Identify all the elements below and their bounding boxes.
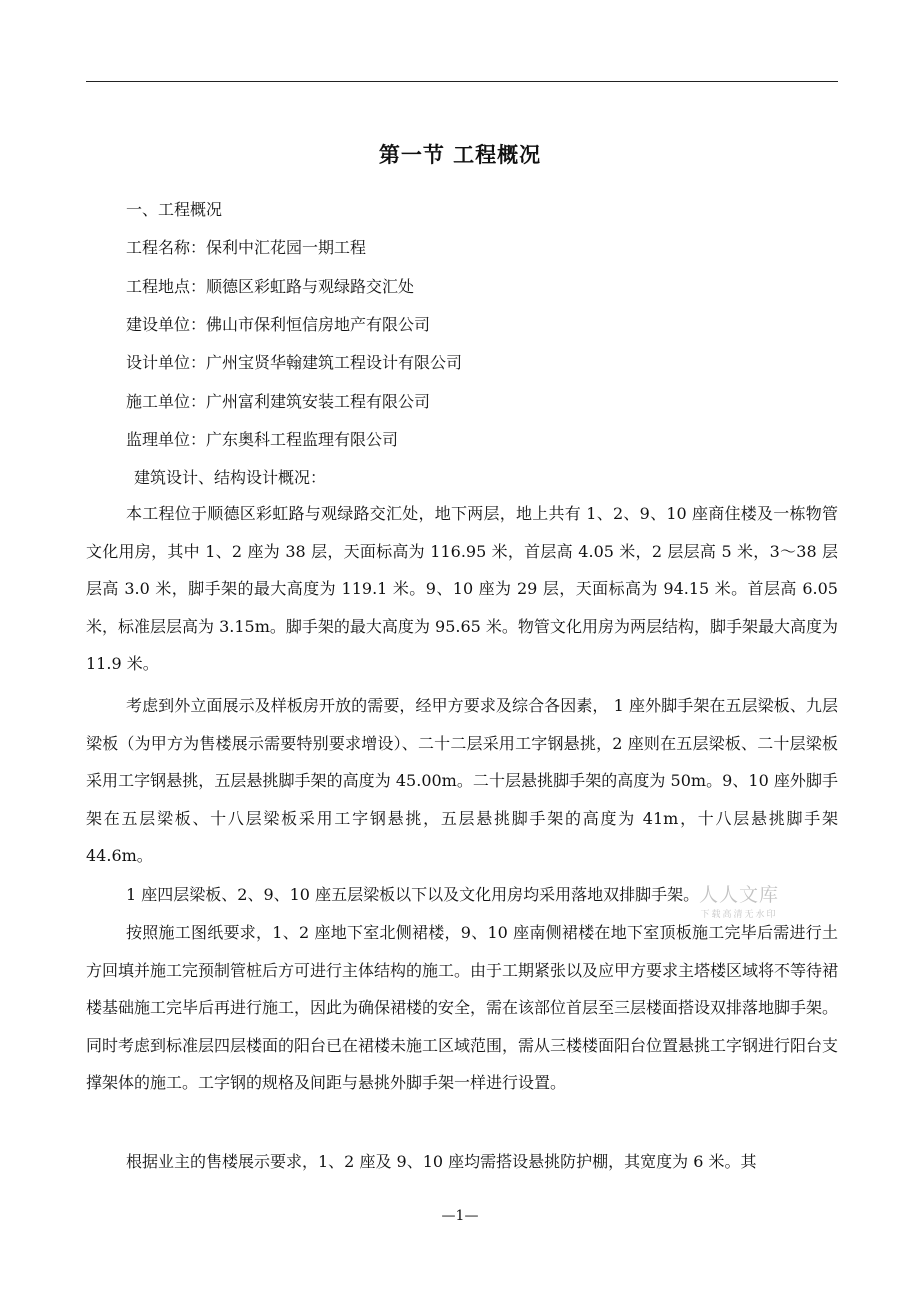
page-title: 第一节 工程概况 (378, 143, 542, 167)
paragraph-canopy: 根据业主的售楼展示要求，1、2 座及 9、10 座均需搭设悬挑防护棚，其宽度为 6 米。其 (126, 1152, 757, 1171)
info-designer: 设计单位：广州宝贤华翰建筑工程设计有限公司 (126, 353, 463, 372)
paragraph-ground-scaffold: 1 座四层梁板、2、9、10 座五层梁板以下以及文化用房均采用落地双排脚手架。 (126, 885, 700, 904)
watermark-sub: 下载高清无水印 (700, 910, 778, 920)
page-number: —1— (441, 1208, 479, 1224)
section-label: 一、工程概况 (126, 200, 223, 219)
watermark (694, 880, 784, 920)
header-rule (86, 81, 838, 82)
paragraph-podium: 按照施工图纸要求，1、2 座地下室北侧裙楼，9、10 座南侧裙楼在地下室顶板施工完毕后需进行土方回填并施工完预制管桩后方可进行主体结构的施工。由于工期紧张以及应甲方要求主塔楼区域将不等待裙楼基础施工完毕后再进行施工，因此为确保裙楼的安全，需在该部位首层至三层楼面搭设双排落地脚手架。同时考虑到标准层四层楼面的阳台已在裙楼未施工区域范围，需从三楼楼面阳台位置悬挑工字钢进行阳台支撑架体的施工。工字钢的规格及间距与悬挑外脚手架一样进行设置。 (86, 923, 839, 1093)
paragraph-overview: 本工程位于顺德区彩虹路与观绿路交汇处，地下两层，地上共有 1、2、9、10 座商住楼及一栋物管文化用房，其中 1、2 座为 38 层，天面标高为 116.95 米，首层高 4.05 米，2 层层高 5 米，3～38 层层高 3.0 米，脚手架的最大高度为 119.1 米。9、10 座为 29 层，天面标高为 94.15 米。首层高 6.05 米，标准层层高为 3.15m。脚手架的最大高度为 95.65 米。物管文化用房为两层结构，脚手架最大高度为 11.9 米。 (86, 504, 838, 674)
subheading: 建筑设计、结构设计概况： (134, 468, 327, 487)
info-supervisor: 监理单位：广东奥科工程监理有限公司 (126, 430, 399, 449)
watermark-main: 人人文库 (698, 884, 779, 906)
info-contractor: 施工单位：广州富利建筑安装工程有限公司 (126, 392, 431, 411)
info-project-name: 工程名称：保利中汇花园一期工程 (126, 238, 367, 257)
info-developer: 建设单位：佛山市保利恒信房地产有限公司 (126, 315, 431, 334)
info-project-location: 工程地点：顺德区彩虹路与观绿路交汇处 (126, 277, 415, 296)
paragraph-cantilever: 考虑到外立面展示及样板房开放的需要，经甲方要求及综合各因素， 1 座外脚手架在五层梁板、九层梁板（为甲方为售楼展示需要特别要求增设）、二十二层采用工字钢悬挑，2 座则在五层梁板、二十层梁板采用工字钢悬挑，五层悬挑脚手架的高度为 45.00m。二十层悬挑脚手架的高度为 50m。9、10 座外脚手架在五层梁板、十八层梁板采用工字钢悬挑，五层悬挑脚手架的高度为 41m，十八层悬挑脚手架 44.6m。 (86, 696, 838, 866)
